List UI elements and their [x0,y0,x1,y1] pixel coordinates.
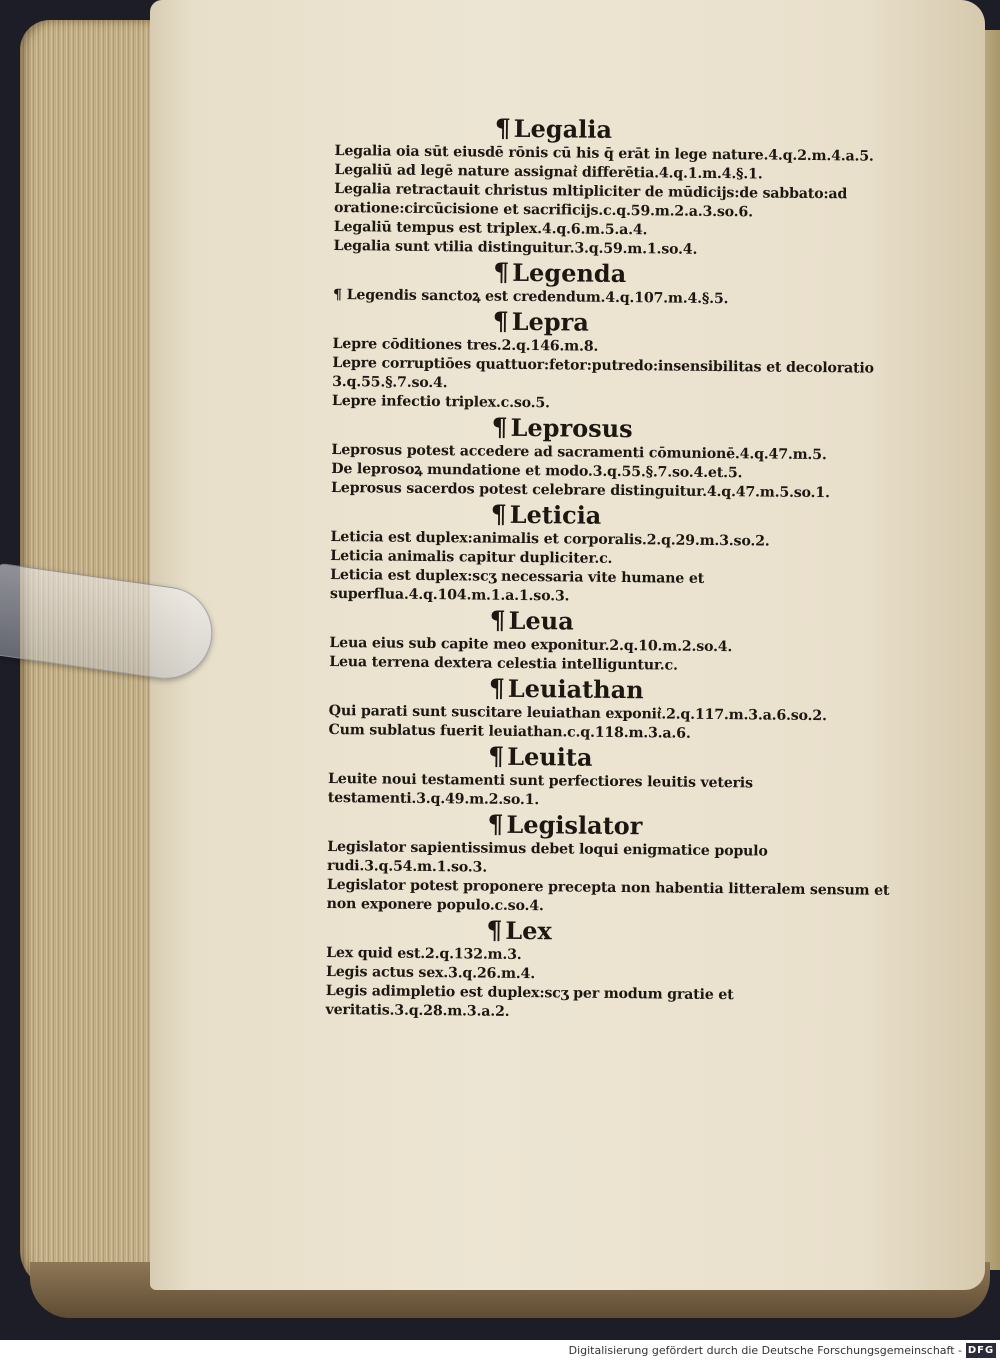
pilcrow-icon: ¶ [486,915,503,945]
section-heading-text: Leticia [509,499,602,530]
pilcrow-icon: ¶ [487,809,504,839]
index-entry: Legislator sapientissimus debet loqui enigmatice populo rudi.3.q.54.m.1.so.3. [327,838,768,876]
index-entry: Legalia sunt vtilia distinguitur.3.q.59.m.1.so.4. [333,237,698,258]
pilcrow-icon: ¶ [489,605,506,635]
footer-bar [0,1340,1000,1361]
section-heading [493,258,923,293]
section-heading [490,606,920,641]
funding-credit: Digitalisierung gefördert durch die Deutsche Forschungsgemeinschaft - [568,1344,962,1357]
section-heading [495,114,925,149]
section-heading-text: Lepra [511,306,589,337]
index-entry: Cum sublatus fuerit leuiathan.c.q.118.m.3.a.6. [328,721,691,742]
index-entry: Leua eius sub capite meo exponitur.2.q.10.m.2.so.4. [329,634,733,656]
index-entry: Legaliū tempus est triplex.4.q.6.m.5.a.4. [333,218,648,239]
pilcrow-icon: ¶ [492,306,509,336]
section-heading-text: Leuita [507,741,593,772]
index-entry: Leuite noui testamenti sunt perfectiores leuitis veteris testamenti.3.q.49.m.2.so.1. [327,770,753,809]
index-entry: Leprosus potest accedere ad sacramenti cōmunionē.4.q.47.m.5. [331,441,827,464]
index-entry: ¶ Legendis sanctoꝝ est credendum.4.q.107.m.4.§.5. [332,286,729,308]
section-heading-text: Legalia [513,113,613,144]
pilcrow-icon: ¶ [494,113,511,143]
section-heading [492,413,922,448]
pilcrow-icon: ¶ [493,257,510,287]
pilcrow-icon: ¶ [488,673,506,703]
index-entry: Leua terrena dextera celestia intelliguntur.c. [329,653,678,674]
index-entry: De leprosoꝝ mundatione et modo.3.q.55.§.7.so.4.et.5. [331,460,743,482]
section-heading-text: Legenda [512,257,627,289]
section-heading-text: Legislator [506,809,643,841]
section-heading-text: Leprosus [510,412,633,444]
index-entry: Qui parati sunt suscitare leuiathan exponit͛.2.q.117.m.3.a.6.so.2. [328,702,827,725]
index-entry: Leticia animalis capitur dupliciter.c. [330,547,613,567]
index-entry: Leticia est duplex:scʒ necessaria vite humane et superflua.4.q.104.m.1.a.1.so.3. [329,566,705,605]
index-entry: Lepre cōditiones tres.2.q.146.m.8. [332,335,599,355]
pilcrow-icon: ¶ [488,741,505,771]
section-heading [486,916,916,951]
index-text-block [325,112,924,1026]
section-heading [488,742,918,777]
section-heading [487,810,917,845]
section-heading [489,674,919,709]
pilcrow-icon: ¶ [491,412,508,442]
index-entry: Legis actus sex.3.q.26.m.4. [325,963,536,983]
index-entry: Legaliū ad legē nature assignat͛ differētia.4.q.1.m.4.§.1. [334,161,763,183]
index-entry: Legis adimpletio est duplex:scʒ per modum gratie et veritatis.3.q.28.m.3.a.2. [325,982,734,1020]
index-entry: Lepre infectio triplex.c.so.5. [331,392,550,412]
index-entry: Leticia est duplex:animalis et corporalis.2.q.29.m.3.so.2. [330,528,770,550]
index-entry: Lex quid est.2.q.132.m.3. [326,944,522,963]
index-entry: Legalia retractauit christus mltipliciter de mūdicijs:de sabbato:ad oratione:circūcisione et sacrificijs.c.q.59.m.2.a.3.so.6. [333,180,848,221]
dfg-logo: DFG [967,1345,995,1356]
section-heading-text: Lex [505,915,552,946]
index-entry: Legislator potest proponere precepta non habentia litteralem sensum et non exponere populo.c.so.4. [326,876,890,915]
section-heading-text: Leuiathan [507,673,644,705]
section-heading [491,500,921,535]
index-entry: Legalia oia sūt eiusdē rōnis cū his q̄ erāt in lege nature.4.q.2.m.4.a.5. [334,142,874,165]
index-entry: Lepre corruptiōes quattuor:fetor:putredo:insensibilitas et decoloratio 3.q.55.§.7.so.4. [332,354,874,392]
pilcrow-icon: ¶ [490,499,507,529]
index-entry: Leprosus sacerdos potest celebrare distinguitur.4.q.47.m.5.so.1. [330,479,830,502]
section-heading [493,307,923,342]
section-heading-text: Leua [508,605,574,636]
